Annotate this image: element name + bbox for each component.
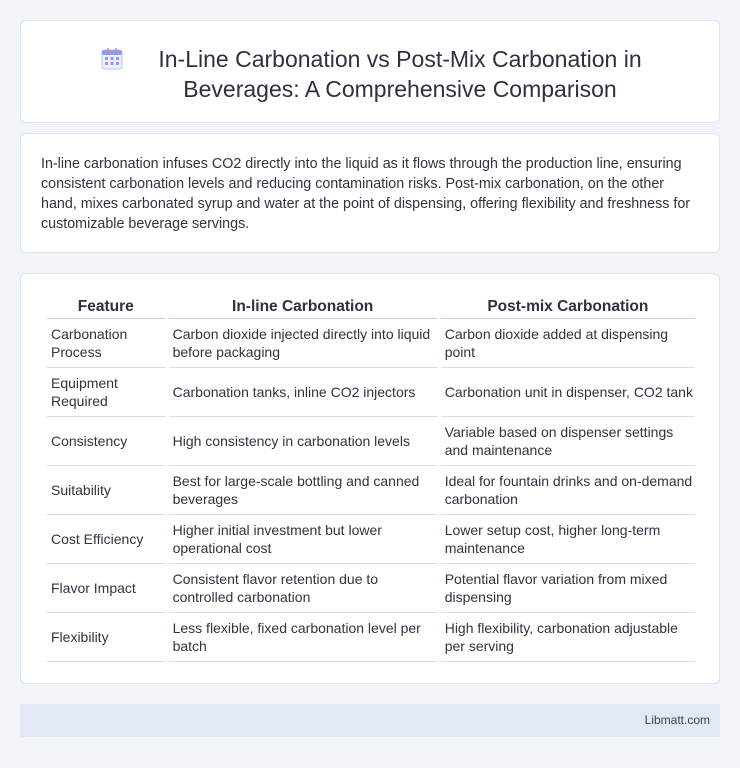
comparison-table [43,296,699,662]
postmix-cell: High flexibility, carbonation adjustable per serving [441,613,695,662]
footer-bar [20,704,720,737]
feature-cell: Carbonation Process [47,319,165,368]
table-row [47,466,695,515]
inline-cell: Consistent flavor retention due to controlled carbonation [169,564,437,613]
inline-cell: Best for large-scale bottling and canned beverages [169,466,437,515]
table-row [47,515,695,564]
inline-cell: High consistency in carbonation levels [169,417,437,466]
postmix-cell: Carbonation unit in dispenser, CO2 tank [441,368,695,417]
postmix-cell: Lower setup cost, higher long-term maintenance [441,515,695,564]
feature-cell: Cost Efficiency [47,515,165,564]
footer-brand-link[interactable]: Libmatt.com [644,713,710,727]
table-row [47,613,695,662]
feature-cell: Flexibility [47,613,165,662]
inline-cell: Carbon dioxide injected directly into liquid before packaging [169,319,437,368]
title-card [20,20,720,123]
table-row [47,368,695,417]
inline-cell: Less flexible, fixed carbonation level per batch [169,613,437,662]
header-postmix: Post-mix Carbonation [441,296,695,319]
table-row [47,319,695,368]
inline-cell: Higher initial investment but lower operational cost [169,515,437,564]
feature-cell: Equipment Required [47,368,165,417]
postmix-cell: Carbon dioxide added at dispensing point [441,319,695,368]
inline-cell: Carbonation tanks, inline CO2 injectors [169,368,437,417]
feature-cell: Consistency [47,417,165,466]
feature-cell: Suitability [47,466,165,515]
table-header-row [47,296,695,319]
comparison-card [20,273,720,684]
intro-paragraph: In-line carbonation infuses CO2 directly into the liquid as it flows through the production line, ensuring consistent carbonation levels and reducing contamination risks. Post-mix carbonation, on the other hand, mixes carbonated syrup and water at the point of dispensing, offering flexibility and freshness for customizable beverage servings. [41,156,691,232]
table-row [47,564,695,613]
postmix-cell: Ideal for fountain drinks and on-demand carbonation [441,466,695,515]
table-row [47,417,695,466]
page-title: In-Line Carbonation vs Post-Mix Carbonation in Beverages: A Comprehensive Comparison [158,46,642,102]
intro-card [20,133,720,253]
header-inline: In-line Carbonation [169,296,437,319]
postmix-cell: Variable based on dispenser settings and maintenance [441,417,695,466]
header-feature: Feature [47,296,165,319]
feature-cell: Flavor Impact [47,564,165,613]
postmix-cell: Potential flavor variation from mixed dispensing [441,564,695,613]
